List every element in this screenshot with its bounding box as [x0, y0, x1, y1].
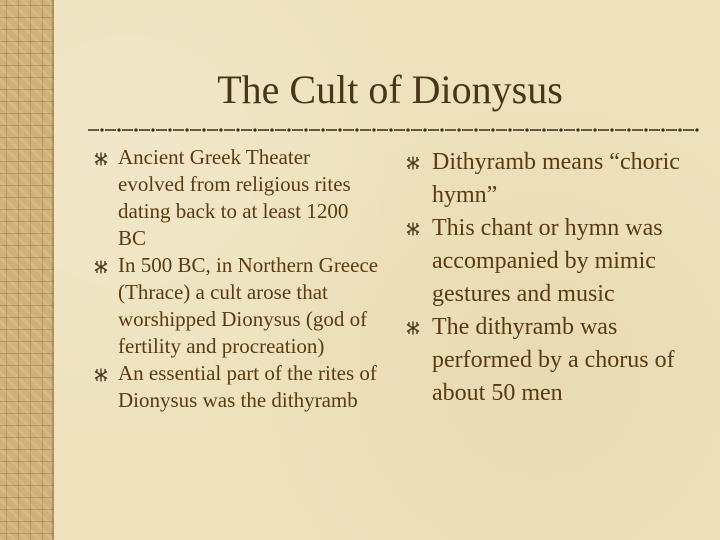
bullet-text: An essential part of the rites of Dionysus was the dithyramb — [118, 361, 377, 412]
slide-title: The Cult of Dionysus — [217, 67, 563, 112]
list-item — [90, 360, 380, 414]
list-item — [404, 212, 714, 311]
asterisk-cross-icon — [406, 156, 420, 170]
asterisk-cross-icon — [406, 321, 420, 335]
list-item — [404, 146, 714, 212]
bullet-text: Dithyramb means “choric hymn” — [432, 149, 680, 208]
right-bullet-list — [404, 146, 714, 410]
decorative-border-strip — [0, 0, 54, 540]
asterisk-cross-icon — [94, 260, 108, 274]
bullet-text: The dithyramb was performed by a chorus of about 50 men — [432, 314, 675, 406]
bullet-text: This chant or hymn was accompanied by mimic gestures and music — [432, 215, 663, 307]
asterisk-cross-icon — [406, 222, 420, 236]
bullet-text: In 500 BC, in Northern Greece (Thrace) a cult arose that worshipped Dionysus (god of fertility and procreation) — [118, 253, 379, 358]
list-item — [404, 311, 714, 410]
asterisk-cross-icon — [94, 368, 108, 382]
asterisk-cross-icon — [94, 152, 108, 166]
bullet-text: Ancient Greek Theater evolved from religious rites dating back to at least 1200 BC — [118, 145, 351, 250]
list-item — [90, 252, 380, 360]
list-item — [90, 144, 380, 252]
left-bullet-list — [90, 144, 380, 414]
title-divider — [88, 126, 700, 134]
